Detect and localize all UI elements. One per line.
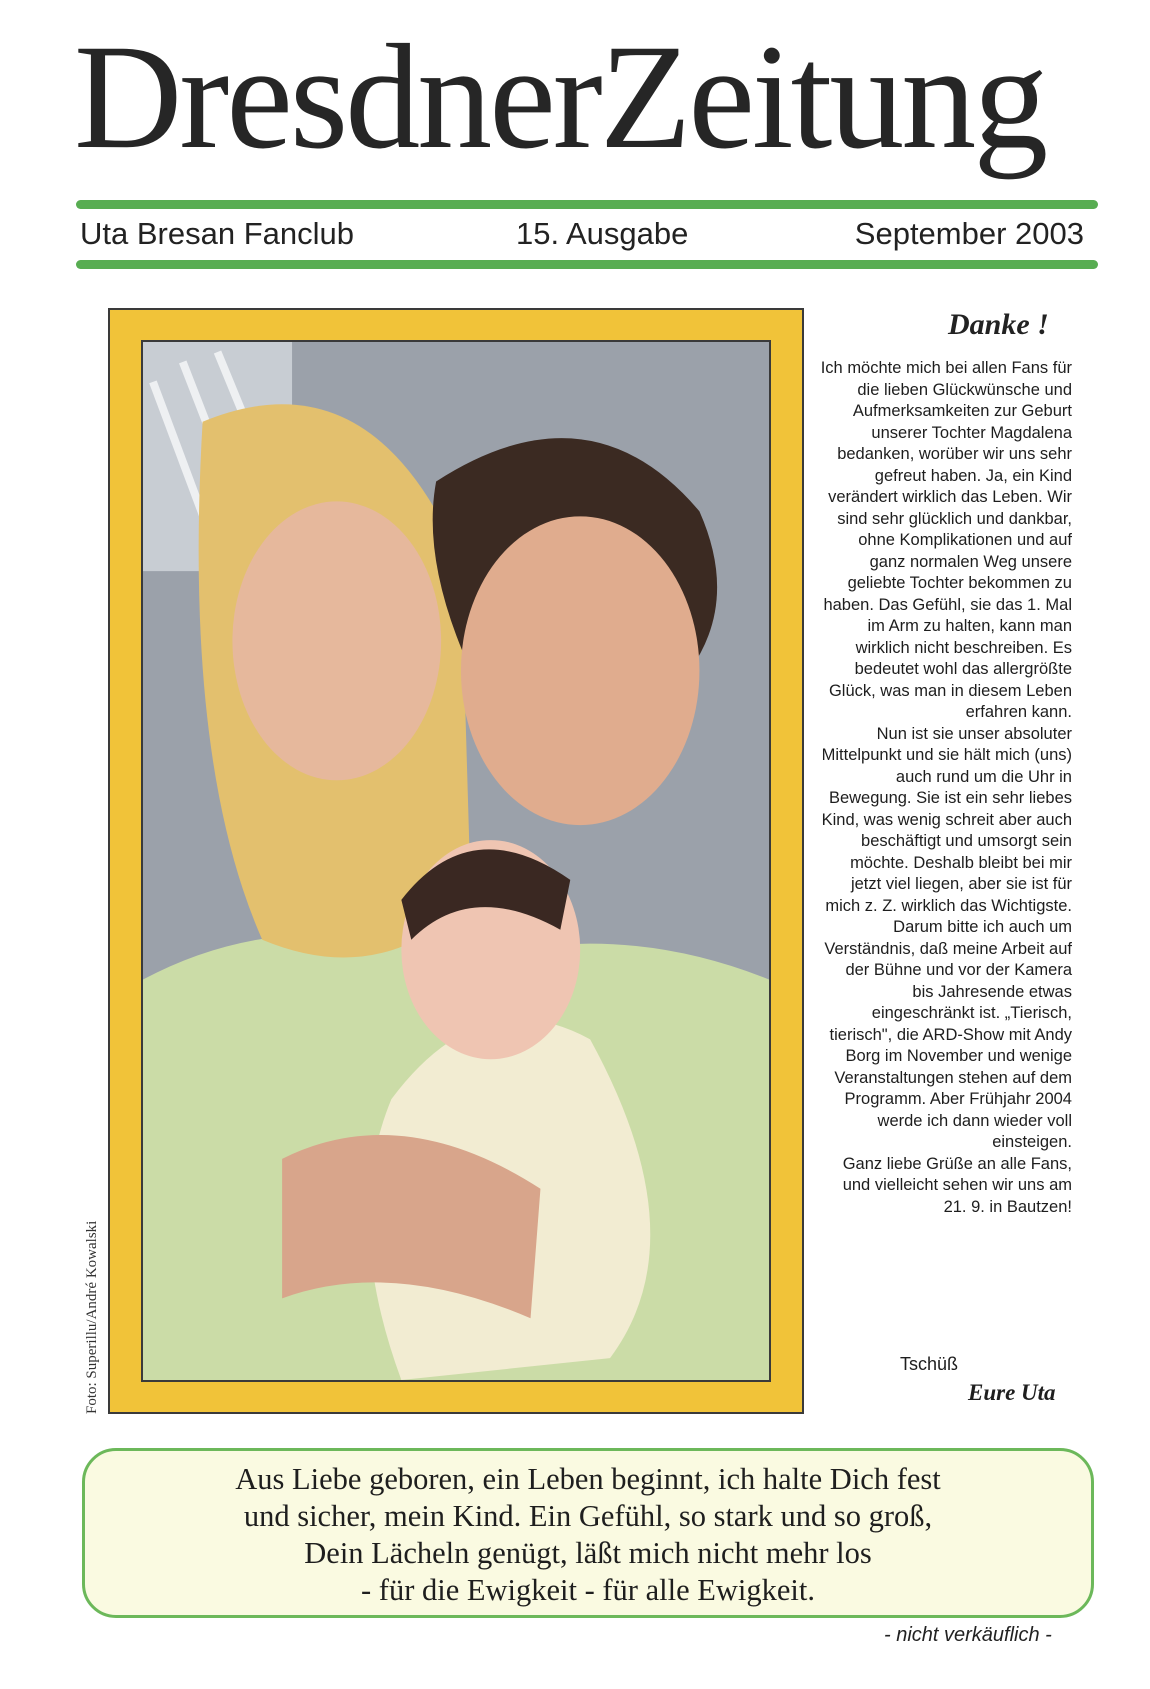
letter-closing: Tschüß — [900, 1354, 959, 1374]
letter-body — [820, 358, 1072, 1218]
letter-paragraph: Ganz liebe Grüße an alle Fans, und vielleicht sehen wir uns am 21. 9. in Bautzen! — [842, 1154, 1072, 1216]
poem-text — [85, 1461, 1091, 1609]
family-photo-illustration — [143, 342, 769, 1380]
masthead-title: DresdnerZeitung — [74, 14, 1046, 180]
header-rule-top — [76, 200, 1098, 209]
fanclub-name: Uta Bresan Fanclub — [80, 216, 354, 251]
header-rule-bottom — [76, 260, 1098, 269]
poem-line: Aus Liebe geboren, ein Leben beginnt, ich halte Dich fest — [235, 1462, 941, 1496]
issue-number: 15. Ausgabe — [516, 216, 689, 251]
poem-line: und sicher, mein Kind. Ein Gefühl, so stark und so groß, — [243, 1499, 933, 1533]
photo-frame — [108, 308, 804, 1414]
poem-line: Dein Lächeln genügt, läßt mich nicht mehr los — [304, 1536, 872, 1570]
letter-title: Danke ! — [948, 308, 1049, 341]
issue-date: September 2003 — [854, 216, 1084, 251]
poem-line: - für die Ewigkeit - für alle Ewigkeit. — [361, 1573, 815, 1607]
letter-paragraph: Ich möchte mich bei allen Fans für die lieben Glückwünsche und Aufmerksamkeiten zur Geburt unserer Tochter Magdalena bedanken, worüber wir uns sehr gefreut haben. Ja, ein Kind verändert wirklich das Leben. Wir sind sehr glücklich und dankbar, ohne Komplikationen und auf ganz normalen Weg unsere geliebte Tochter bekommen zu haben. Das Gefühl, sie das 1. Mal im Arm zu halten, kann man wirklich nicht beschreiben. Es bedeutet wohl das allergrößte Glück, was man in diesem Leben erfahren kann. — [820, 359, 1072, 721]
family-photo — [141, 340, 771, 1382]
not-for-sale-note: - nicht verkäuflich - — [884, 1624, 1052, 1646]
letter-signature: Eure Uta — [968, 1380, 1056, 1405]
letter-paragraph: Nun ist sie unser absoluter Mittelpunkt und sie hält mich (uns) auch rund um die Uhr in Bewegung. Sie ist ein sehr liebes Kind, was wenig schreit aber auch beschäftigt und umsorgt sein möchte. Deshalb bleibt bei mir jetzt viel liegen, aber sie ist für mich z. Z. wirklich das Wichtigste. Darum bitte ich auch um Verständnis, daß meine Arbeit auf der Bühne und vor der Kamera bis Jahresende etwas eingeschränkt ist. „Tierisch, tierisch", die ARD-Show mit Andy Borg im November und wenige Veranstaltungen stehen auf dem Programm. Aber Frühjahr 2004 werde ich dann wieder voll einsteigen. — [821, 724, 1072, 1151]
photo-credit: Foto: Superillu/André Kowalski — [84, 1220, 100, 1414]
poem-box — [82, 1448, 1094, 1618]
